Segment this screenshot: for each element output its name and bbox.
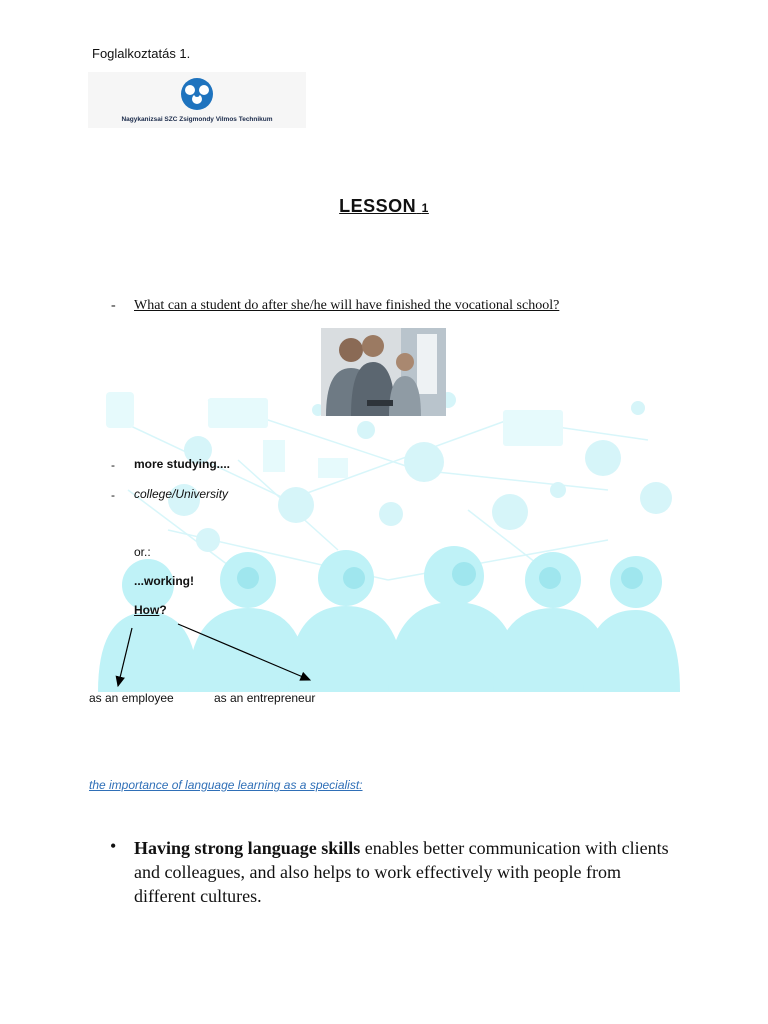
option-marker: - xyxy=(111,488,115,502)
or-label: or.: xyxy=(134,545,151,559)
paragraph-bold-lead: Having strong language skills xyxy=(134,838,361,858)
question-marker: - xyxy=(111,298,116,313)
path-entrepreneur: as an entrepreneur xyxy=(214,691,316,705)
lesson-number: 1 xyxy=(421,201,429,215)
language-skills-paragraph xyxy=(134,836,674,908)
arrow-to-employee xyxy=(118,628,132,686)
paragraph-body: enables better communication with clients and colleagues, and also helps to work effectively with people from different cultures. xyxy=(134,838,669,906)
question-text: What can a student do after she/he will have finished the vocational school? xyxy=(134,298,560,313)
how-suffix: ? xyxy=(159,603,167,617)
path-employee: as an employee xyxy=(89,691,174,705)
document-header-label: Foglalkoztatás 1. xyxy=(92,46,191,61)
working-label: ...working! xyxy=(134,574,194,588)
how-word: How xyxy=(134,603,160,617)
option-college: college/University xyxy=(134,487,229,501)
logo-caption: Nagykanizsai SZC Zsigmondy Vilmos Technikum xyxy=(121,116,273,123)
lesson-title-text: LESSON xyxy=(339,196,417,216)
importance-heading: the importance of language learning as a specialist: xyxy=(89,778,363,792)
paragraph-bullet: • xyxy=(110,836,117,856)
option-marker: - xyxy=(111,458,115,472)
option-more-studying: more studying.... xyxy=(134,457,231,471)
arrow-to-entrepreneur xyxy=(178,624,310,680)
